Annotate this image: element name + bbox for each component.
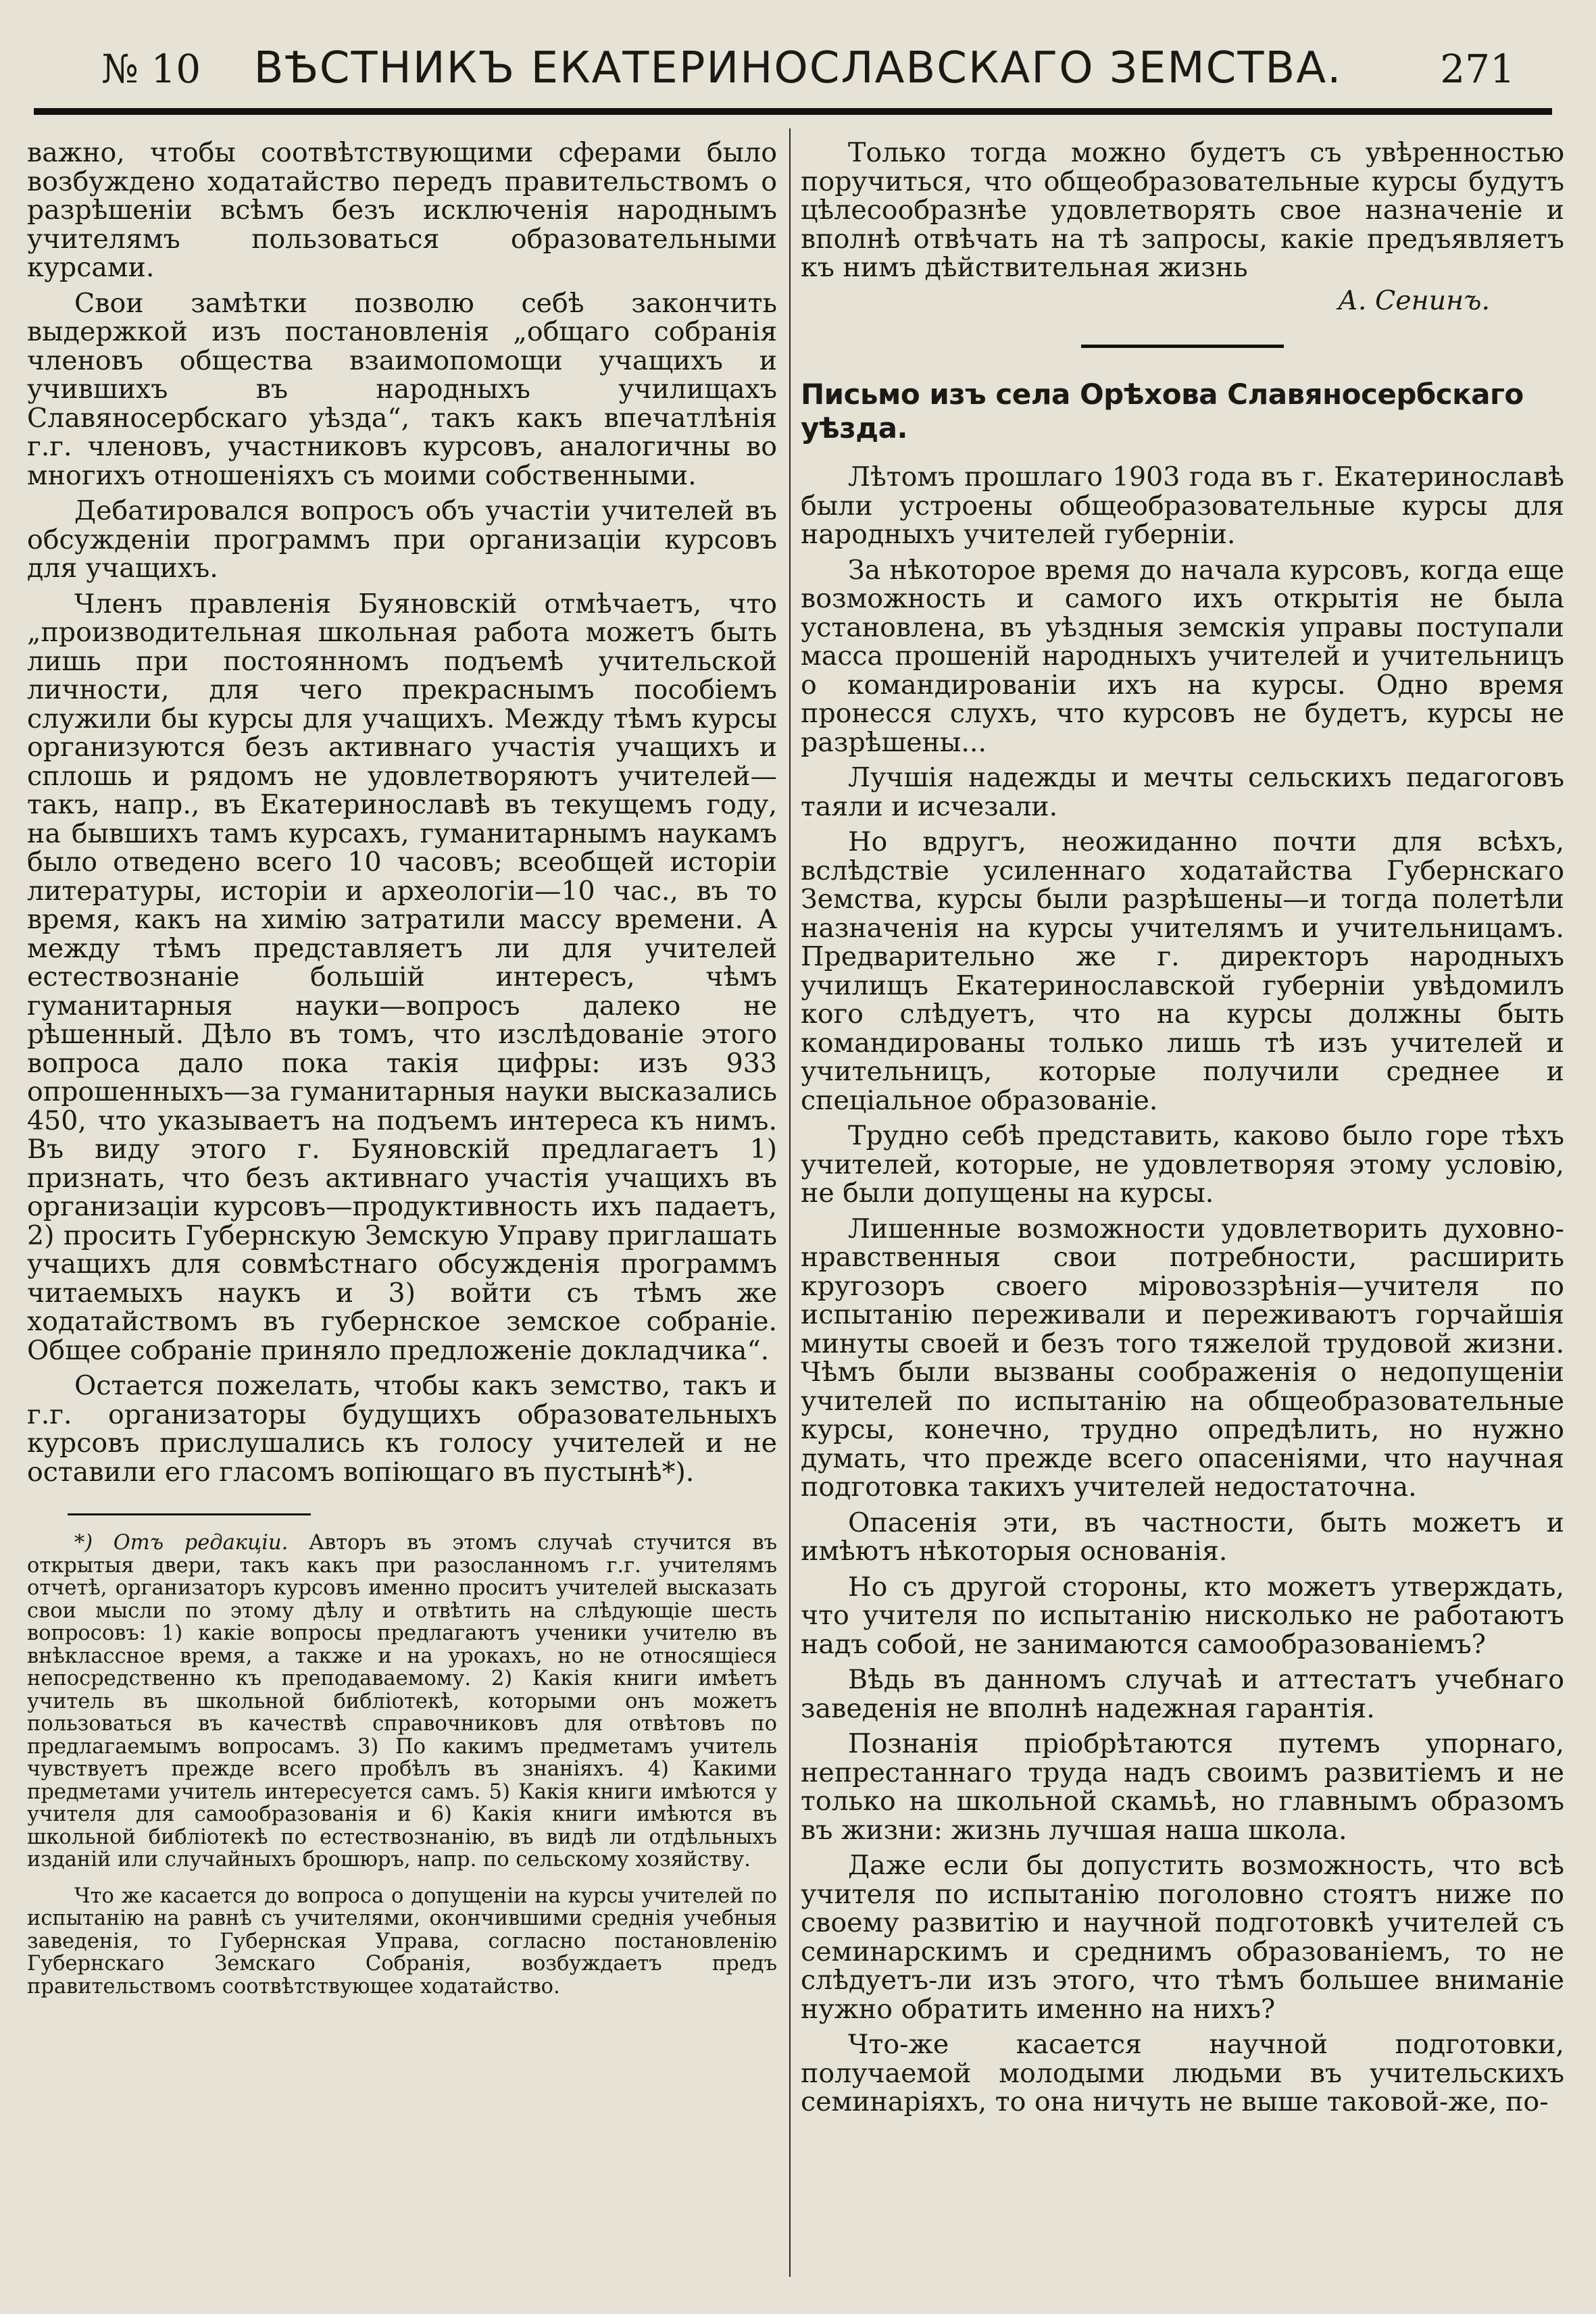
right-column	[801, 139, 1564, 2117]
column-divider	[789, 128, 791, 2277]
right-paragraph: Что-же касается научной подготовки, получаемой молодыми людьми въ учительскихъ семинаріяхъ, то она ничуть не выше таковой-же, по-	[801, 2029, 1564, 2117]
footnote-paragraph: Что же касается до вопроса о допущеніи на курсы учителей по испытанію на равнѣ съ учителями, окончившими среднія учебныя заведенія, то Губернская Управа, согласно постановленію Губернскаго Земскаго Собранія, возбуждаетъ предъ правительствомъ соотвѣтствующее ходатайство.	[27, 1884, 777, 1998]
author-signature: А. Сенинъ.	[1338, 284, 1490, 316]
right-paragraph: Вѣдь въ данномъ случаѣ и аттестатъ учебнаго заведенія не вполнѣ надежная гарантія.	[801, 1664, 1564, 1724]
left-column	[27, 139, 777, 1998]
issue-number: № 10	[101, 46, 201, 92]
editorial-footnote	[27, 1532, 777, 1998]
left-paragraph: Остается пожелать, чтобы какъ земство, такъ и г.г. организаторы будущихъ образовательныхъ курсовъ прислушались къ голосу учителей и не оставили его гласомъ вопіющаго въ пустынѣ*).	[27, 1370, 777, 1488]
footnote-rule	[68, 1513, 311, 1515]
right-paragraph: Даже если бы допустить возможность, что всѣ учителя по испытанію поголовно стоятъ ниже по своему развитію и научной подготовкѣ учителей съ семинарскимъ и среднимъ образованіемъ, то не слѣдуетъ-ли изъ этого, что тѣмъ большее вниманіе нужно обратить именно на нихъ?	[801, 1850, 1564, 2025]
footnote-lead: *) Отъ редакціи.	[74, 1531, 289, 1555]
right-paragraph: Опасенія эти, въ частности, быть можетъ и имѣютъ нѣкоторыя основанія.	[801, 1507, 1564, 1567]
right-paragraph: Трудно себѣ представить, каково было горе тѣхъ учителей, которые, не удовлетворяя этому условію, не были допущены на курсы.	[801, 1120, 1564, 1209]
footnote-paragraph	[27, 1532, 777, 1871]
header-rule	[34, 108, 1552, 115]
article-separator	[1081, 345, 1284, 348]
journal-title: ВѢСТНИКЪ ЕКАТЕРИНОСЛАВСКАГО ЗЕМСТВА.	[253, 43, 1343, 93]
right-paragraph: Но вдругъ, неожиданно почти для всѣхъ, вслѣдствіе усиленнаго ходатайства Губернскаго Земства, курсы были разрѣшены—и тогда полетѣли назначенія на курсы учителямъ и учительницамъ. Предварительно же г. директоръ народныхъ училищъ Екатеринославской губерніи увѣдомилъ кого слѣдуетъ, что на курсы должны быть командированы только лишь тѣ изъ учителей и учительницъ, которые получили среднее и спеціальное образованіе.	[801, 826, 1564, 1116]
page-number: 271	[1440, 46, 1515, 92]
article-title: Письмо изъ села Орѣхова Славяносербскаго уѣзда.	[801, 378, 1524, 445]
right-paragraph: Но съ другой стороны, кто можетъ утверждать, что учителя по испытанію нисколько не работаютъ надъ собой, не занимаются самообразованіемъ?	[801, 1571, 1564, 1660]
page-header	[41, 39, 1555, 114]
left-paragraph: Членъ правленія Буяновскій отмѣчаетъ, что „производительная школьная работа можетъ быть лишь при постоянномъ подъемѣ учительской личности, для чего прекраснымъ пособіемъ служили бы курсы для учащихъ. Между тѣмъ курсы организуются безъ активнаго участія учащихъ и сплошь и рядомъ не удовлетворяютъ учителей—такъ, напр., въ Екатеринославѣ въ текущемъ году, на бывшихъ тамъ курсахъ, гуманитарнымъ наукамъ было отведено всего 10 часовъ; всеобщей исторіи литературы, исторіи и археологіи—10 час., въ то время, какъ на химію затратили массу времени. А между тѣмъ представляетъ ли для учителей естествознаніе большій интересъ, чѣмъ гуманитарныя науки—вопросъ далеко не рѣшенный. Дѣло въ томъ, что изслѣдованіе этого вопроса дало пока такія цифры: изъ 933 опрошенныхъ—за гуманитарныя науки высказались 450, что указываетъ на подъемъ интереса къ нимъ. Въ виду этого г. Буяновскій предлагаетъ 1) признать, что безъ активнаго участія учащихъ въ организаціи курсовъ—продуктивность ихъ падаетъ, 2) просить Губернскую Земскую Управу приглашать учащихъ для совмѣстнаго обсужденія программъ читаемыхъ наукъ и 3) войти съ тѣмъ же ходатайствомъ въ губернское земское собраніе. Общее собраніе приняло предложеніе докладчика“.	[27, 588, 777, 1366]
right-paragraph: Лѣтомъ прошлаго 1903 года въ г. Екатеринославѣ были устроены общеобразовательные курсы для народныхъ учителей губерніи.	[801, 461, 1564, 550]
left-paragraph: Свои замѣтки позволю себѣ закончить выдержкой изъ постановленія „общаго собранія членовъ общества взаимопомощи учащихъ и учившихъ въ народныхъ училищахъ Славяносербскаго уѣзда“, такъ какъ впечатлѣнія г.г. членовъ, участниковъ курсовъ, аналогичны во многихъ отношеніяхъ съ моими собственными.	[27, 287, 777, 491]
right-intro-paragraph: Только тогда можно будетъ съ увѣренностью поручиться, что общеобразовательные курсы будутъ цѣлесообразнѣе удовлетворять свое назначеніе и вполнѣ отвѣчать на тѣ запросы, какіе предъявляетъ къ нимъ дѣйствительная жизнь	[801, 137, 1564, 283]
right-paragraph: Лишенные возможности удовлетворить духовно-нравственныя свои потребности, расширить кругозоръ своего міровоззрѣнія—учителя по испытанію переживали и переживаютъ горчайшія минуты своей и безъ того тяжелой трудовой жизни. Чѣмъ были вызваны соображенія о недопущеніи учителей по испытанію на общеобразовательные курсы, конечно, трудно опредѣлить, но нужно думать, что прежде всего опасеніями, что научная подготовка такихъ учителей недостаточна.	[801, 1213, 1564, 1503]
footnote-text: Авторъ въ этомъ случаѣ стучится въ открытыя двери, такъ какъ при разосланномъ г.г. учителямъ отчетѣ, организаторъ курсовъ именно проситъ учителей высказать свои мысли по этому дѣлу и отвѣтить на слѣдующіе шесть вопросовъ: 1) какіе вопросы предлагаютъ ученики учителю въ внѣклассное время, а также и на урокахъ, но не относящіеся непосредственно къ преподаваемому. 2) Какія книги имѣетъ учитель въ школьной библіотекѣ, которыми онъ можетъ пользоваться въ качествѣ справочниковъ для отвѣтовъ по предлагаемымъ вопросамъ. 3) По какимъ предметамъ учитель чувствуетъ прежде всего пробѣлъ въ знаніяхъ. 4) Какими предметами учитель интересуется самъ. 5) Какія книги имѣются у учителя для самообразованія и 6) Какія книги имѣются въ школьной библіотекѣ по естествознанію, въ видѣ ли отдѣльныхъ изданій или случайныхъ брошюръ, напр. по сельскому хозяйству.	[27, 1531, 777, 1871]
right-paragraph: За нѣкоторое время до начала курсовъ, когда еще возможность и самого ихъ открытія не была установлена, въ уѣздныя земскія управы поступали масса прошеній народныхъ учителей и учительницъ о командированіи ихъ на курсы. Одно время пронесся слухъ, что курсовъ не будетъ, курсы не разрѣшены...	[801, 554, 1564, 758]
left-paragraph: Дебатировался вопросъ объ участіи учителей въ обсужденіи программъ при организаціи курсовъ для учащихъ.	[27, 495, 777, 584]
right-paragraph: Лучшія надежды и мечты сельскихъ педагоговъ таяли и исчезали.	[801, 762, 1564, 822]
right-paragraph: Познанія пріобрѣтаются путемъ упорнаго, непрестаннаго труда надъ своимъ развитіемъ и не только на школьной скамьѣ, но главнымъ образомъ въ жизни: жизнь лучшая наша школа.	[801, 1728, 1564, 1846]
left-paragraph: важно, чтобы соотвѣтствующими сферами было возбуждено ходатайство передъ правительствомъ о разрѣшеніи всѣмъ безъ исключенія народнымъ учителямъ пользоваться образовательными курсами.	[27, 137, 777, 283]
